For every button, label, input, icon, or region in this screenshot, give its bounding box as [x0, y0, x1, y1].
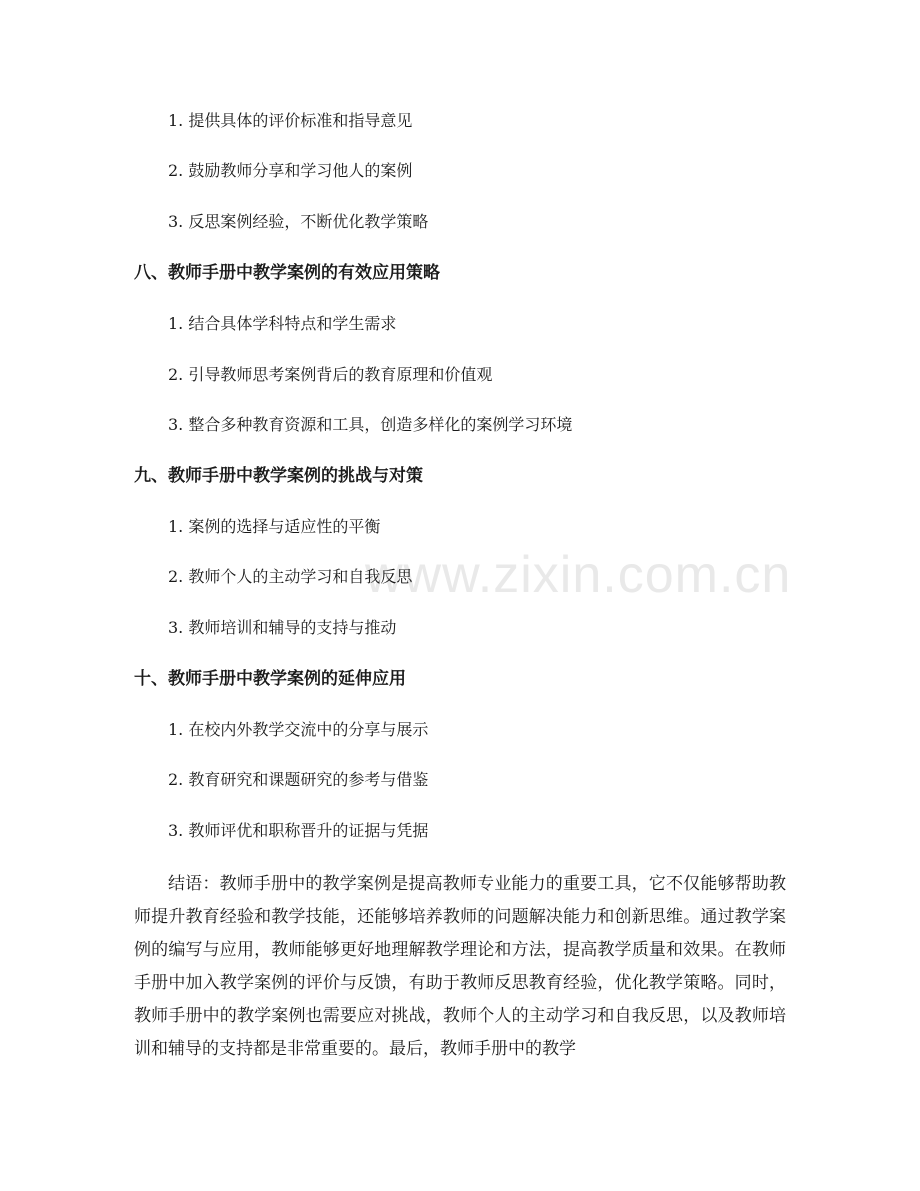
list-item: 2. 引导教师思考案例背后的教育原理和价值观	[168, 365, 493, 384]
list-item: 3. 教师培训和辅导的支持与推动	[168, 618, 397, 637]
list-item: 2. 鼓励教师分享和学习他人的案例	[168, 161, 413, 180]
list-item: 3. 整合多种教育资源和工具，创造多样化的案例学习环境	[168, 415, 573, 434]
list-item: 1. 在校内外教学交流中的分享与展示	[168, 720, 429, 739]
section-heading-10: 十、教师手册中教学案例的延伸应用	[134, 669, 406, 689]
list-item: 1. 案例的选择与适应性的平衡	[168, 517, 381, 536]
list-item: 2. 教育研究和课题研究的参考与借鉴	[168, 770, 429, 789]
list-item: 3. 教师评优和职称晋升的证据与凭据	[168, 821, 429, 840]
watermark: www.zixin.com.cn	[365, 546, 792, 604]
list-item: 1. 提供具体的评价标准和指导意见	[168, 111, 413, 130]
conclusion-paragraph: 结语：教师手册中的教学案例是提高教师专业能力的重要工具，它不仅能够帮助教师提升教育经验和教学技能，还能够培养教师的问题解决能力和创新思维。通过教学案例的编写与应用，教师能够更好地理解教学理论和方法，提高教学质量和效果。在教师手册中加入教学案例的评价与反馈，有助于教师反思教育经验，优化教学策略。同时，教师手册中的教学案例也需要应对挑战，教师个人的主动学习和自我反思，以及教师培训和辅导的支持都是非常重要的。最后，教师手册中的教学	[134, 874, 786, 1059]
list-item: 2. 教师个人的主动学习和自我反思	[168, 567, 413, 586]
section-heading-9: 九、教师手册中教学案例的挑战与对策	[134, 466, 423, 486]
section-heading-8: 八、教师手册中教学案例的有效应用策略	[134, 263, 440, 283]
list-item: 1. 结合具体学科特点和学生需求	[168, 314, 397, 333]
list-item: 3. 反思案例经验，不断优化教学策略	[168, 212, 429, 231]
